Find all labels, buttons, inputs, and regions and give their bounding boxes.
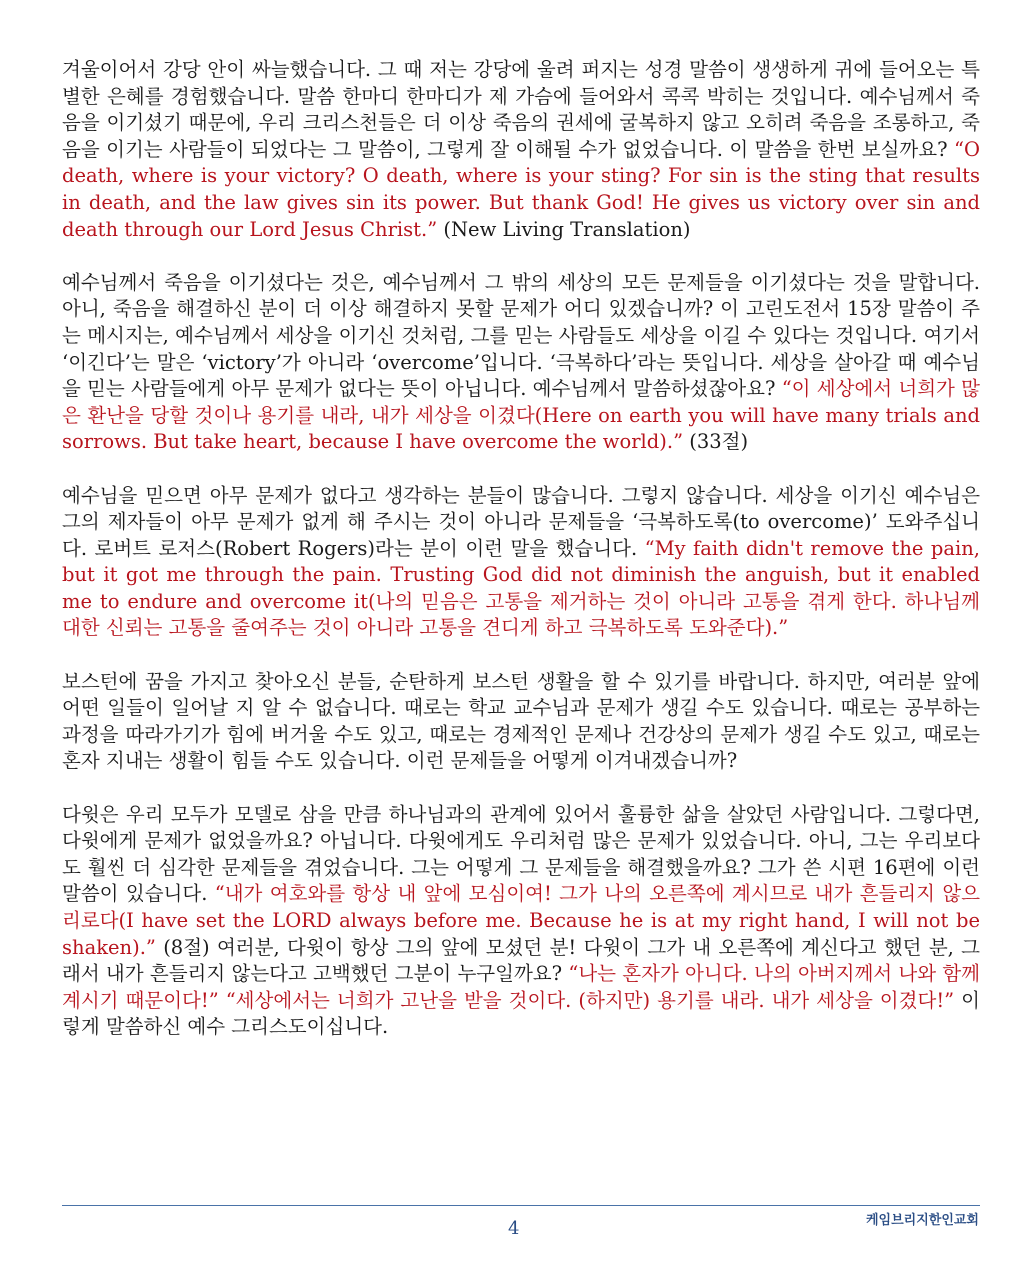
paragraph-text: (33절) [683,430,749,454]
paragraph [62,270,980,456]
scripture-quote: “내가 여호와를 항상 내 앞에 모심이여! 그가 나의 오른쪽에 계시므로 내가 흔들리지 않으리로다(I have set the LORD always before me. Because he is at my right hand, I will not be shaken).” [62,882,980,959]
page-number: 4 [508,1218,520,1239]
scripture-quote: “O death, where is your victory? O death, where is your sting? For sin is the sting that results in death, and the law gives sin its power. But thank God! He gives us victory over sin and death through our Lord Jesus Christ.” [62,137,980,241]
paragraph-text: (8절) 여러분, 다윗이 항상 그의 앞에 모셨던 분! 다윗이 그가 내 오른쪽에 계신다고 했던 분, 그래서 내가 흔들리지 않는다고 고백했던 그분이 누구일까요? [62,935,980,986]
scripture-quote: “나는 혼자가 아니다. 나의 아버지께서 나와 함께 계시기 때문이다!” “세상에서는 너희가 고난을 받을 것이다. (하지만) 용기를 내라. 내가 세상을 이겼다!” [62,962,981,1012]
scripture-quote: “이 세상에서 너희가 많은 환난을 당할 것이나 용기를 내라, 내가 세상을 이겼다(Here on earth you will have many trials and sorrows. But take heart, because I have overcome the world).” [62,377,980,454]
sermon-body [62,57,980,1068]
paragraph-text: 보스턴에 꿈을 가지고 찾아오신 분들, 순탄하게 보스턴 생활을 할 수 있기를 바랍니다. 하지만, 여러분 앞에 어떤 일들이 일어날 지 알 수 없습니다. 때로는 학교 교수님과 문제가 생길 수도 있습니다. 때로는 공부하는 과정을 따라가기가 힘에 버거울 수도 있고, 때로는 경제적인 문제나 건강상의 문제가 생길 수도 있고, 때로는 혼자 지내는 생활이 힘들 수도 있습니다. 이런 문제들을 어떻게 이겨내겠습니까? [62,669,980,773]
paragraph-text: 다윗은 우리 모두가 모델로 삼을 만큼 하나님과의 관계에 있어서 훌륭한 삶을 살았던 사람입니다. 그렇다면, 다윗에게 문제가 없었을까요? 아닙니다. 다윗에게도 우리처럼 많은 문제가 있었습니다. 아니, 그는 우리보다도 훨씬 더 심각한 문제들을 겪었습니다. 그는 어떻게 그 문제들을 해결했을까요? 그가 쓴 시편 16편에 이런 말씀이 있습니다. [62,802,980,906]
scripture-quote: “My faith didn't remove the pain, but it got me through the pain. Trusting God did not diminish the anguish, but it enabled me to endure and overcome it(나의 믿음은 고통을 제거하는 것이 아니라 고통을 겪게 한다. 하나님께 대한 신뢰는 고통을 줄여주는 것이 아니라 고통을 견디게 하고 극복하도록 도와준다).” [62,536,980,640]
paragraph-text: 이렇게 말씀하신 예수 그리스도이십니다. [62,988,981,1039]
paragraph [62,669,980,775]
paragraph-text: 겨울이어서 강당 안이 싸늘했습니다. 그 때 저는 강당에 울려 퍼지는 성경 말씀이 생생하게 귀에 들어오는 특별한 은혜를 경험했습니다. 말씀 한마디 한마디가 제 가슴에 들어와서 콕콕 박히는 것입니다. 예수님께서 죽음을 이기셨기 때문에, 우리 크리스천들은 더 이상 죽음의 권세에 굴복하지 않고 오히려 죽음을 조롱하고, 죽음을 이기는 사람들이 되었다는 그 말씀이, 그렇게 잘 이해될 수가 없었습니다. 이 말씀을 한번 보실까요? [62,58,980,161]
paragraph-text: 예수님께서 죽음을 이기셨다는 것은, 예수님께서 그 밖의 세상의 모든 문제들을 이기셨다는 것을 말합니다. 아니, 죽음을 해결하신 분이 더 이상 해결하지 못할 문제가 어디 있겠습니까? 이 고린도전서 15장 말씀이 주는 메시지는, 예수님께서 세상을 이기신 것처럼, 그를 믿는 사람들도 세상을 이길 수 있다는 것입니다. 여기서 ‘이긴다’는 말은 ‘victory’가 아니라 ‘overcome’입니다. ‘극복하다’라는 뜻입니다. 세상을 살아갈 때 예수님을 믿는 사람들에게 아무 문제가 없다는 뜻이 아닙니다. 예수님께서 말씀하셨잖아요? [62,270,980,401]
paragraph [62,57,980,243]
paragraph-text: 예수님을 믿으면 아무 문제가 없다고 생각하는 분들이 많습니다. 그렇지 않습니다. 세상을 이기신 예수님은 그의 제자들이 아무 문제가 없게 해 주시는 것이 아니라 문제들을 ‘극복하도록(to overcome)’ 도와주십니다. 로버트 로저스(Robert Rogers)라는 분이 이런 말을 했습니다. [62,483,980,560]
footer-divider [62,1205,980,1206]
church-name: 케임브리지한인교회 [865,1213,979,1228]
paragraph-text: (New Living Translation) [437,217,691,241]
paragraph [62,802,980,1041]
paragraph [62,483,980,643]
